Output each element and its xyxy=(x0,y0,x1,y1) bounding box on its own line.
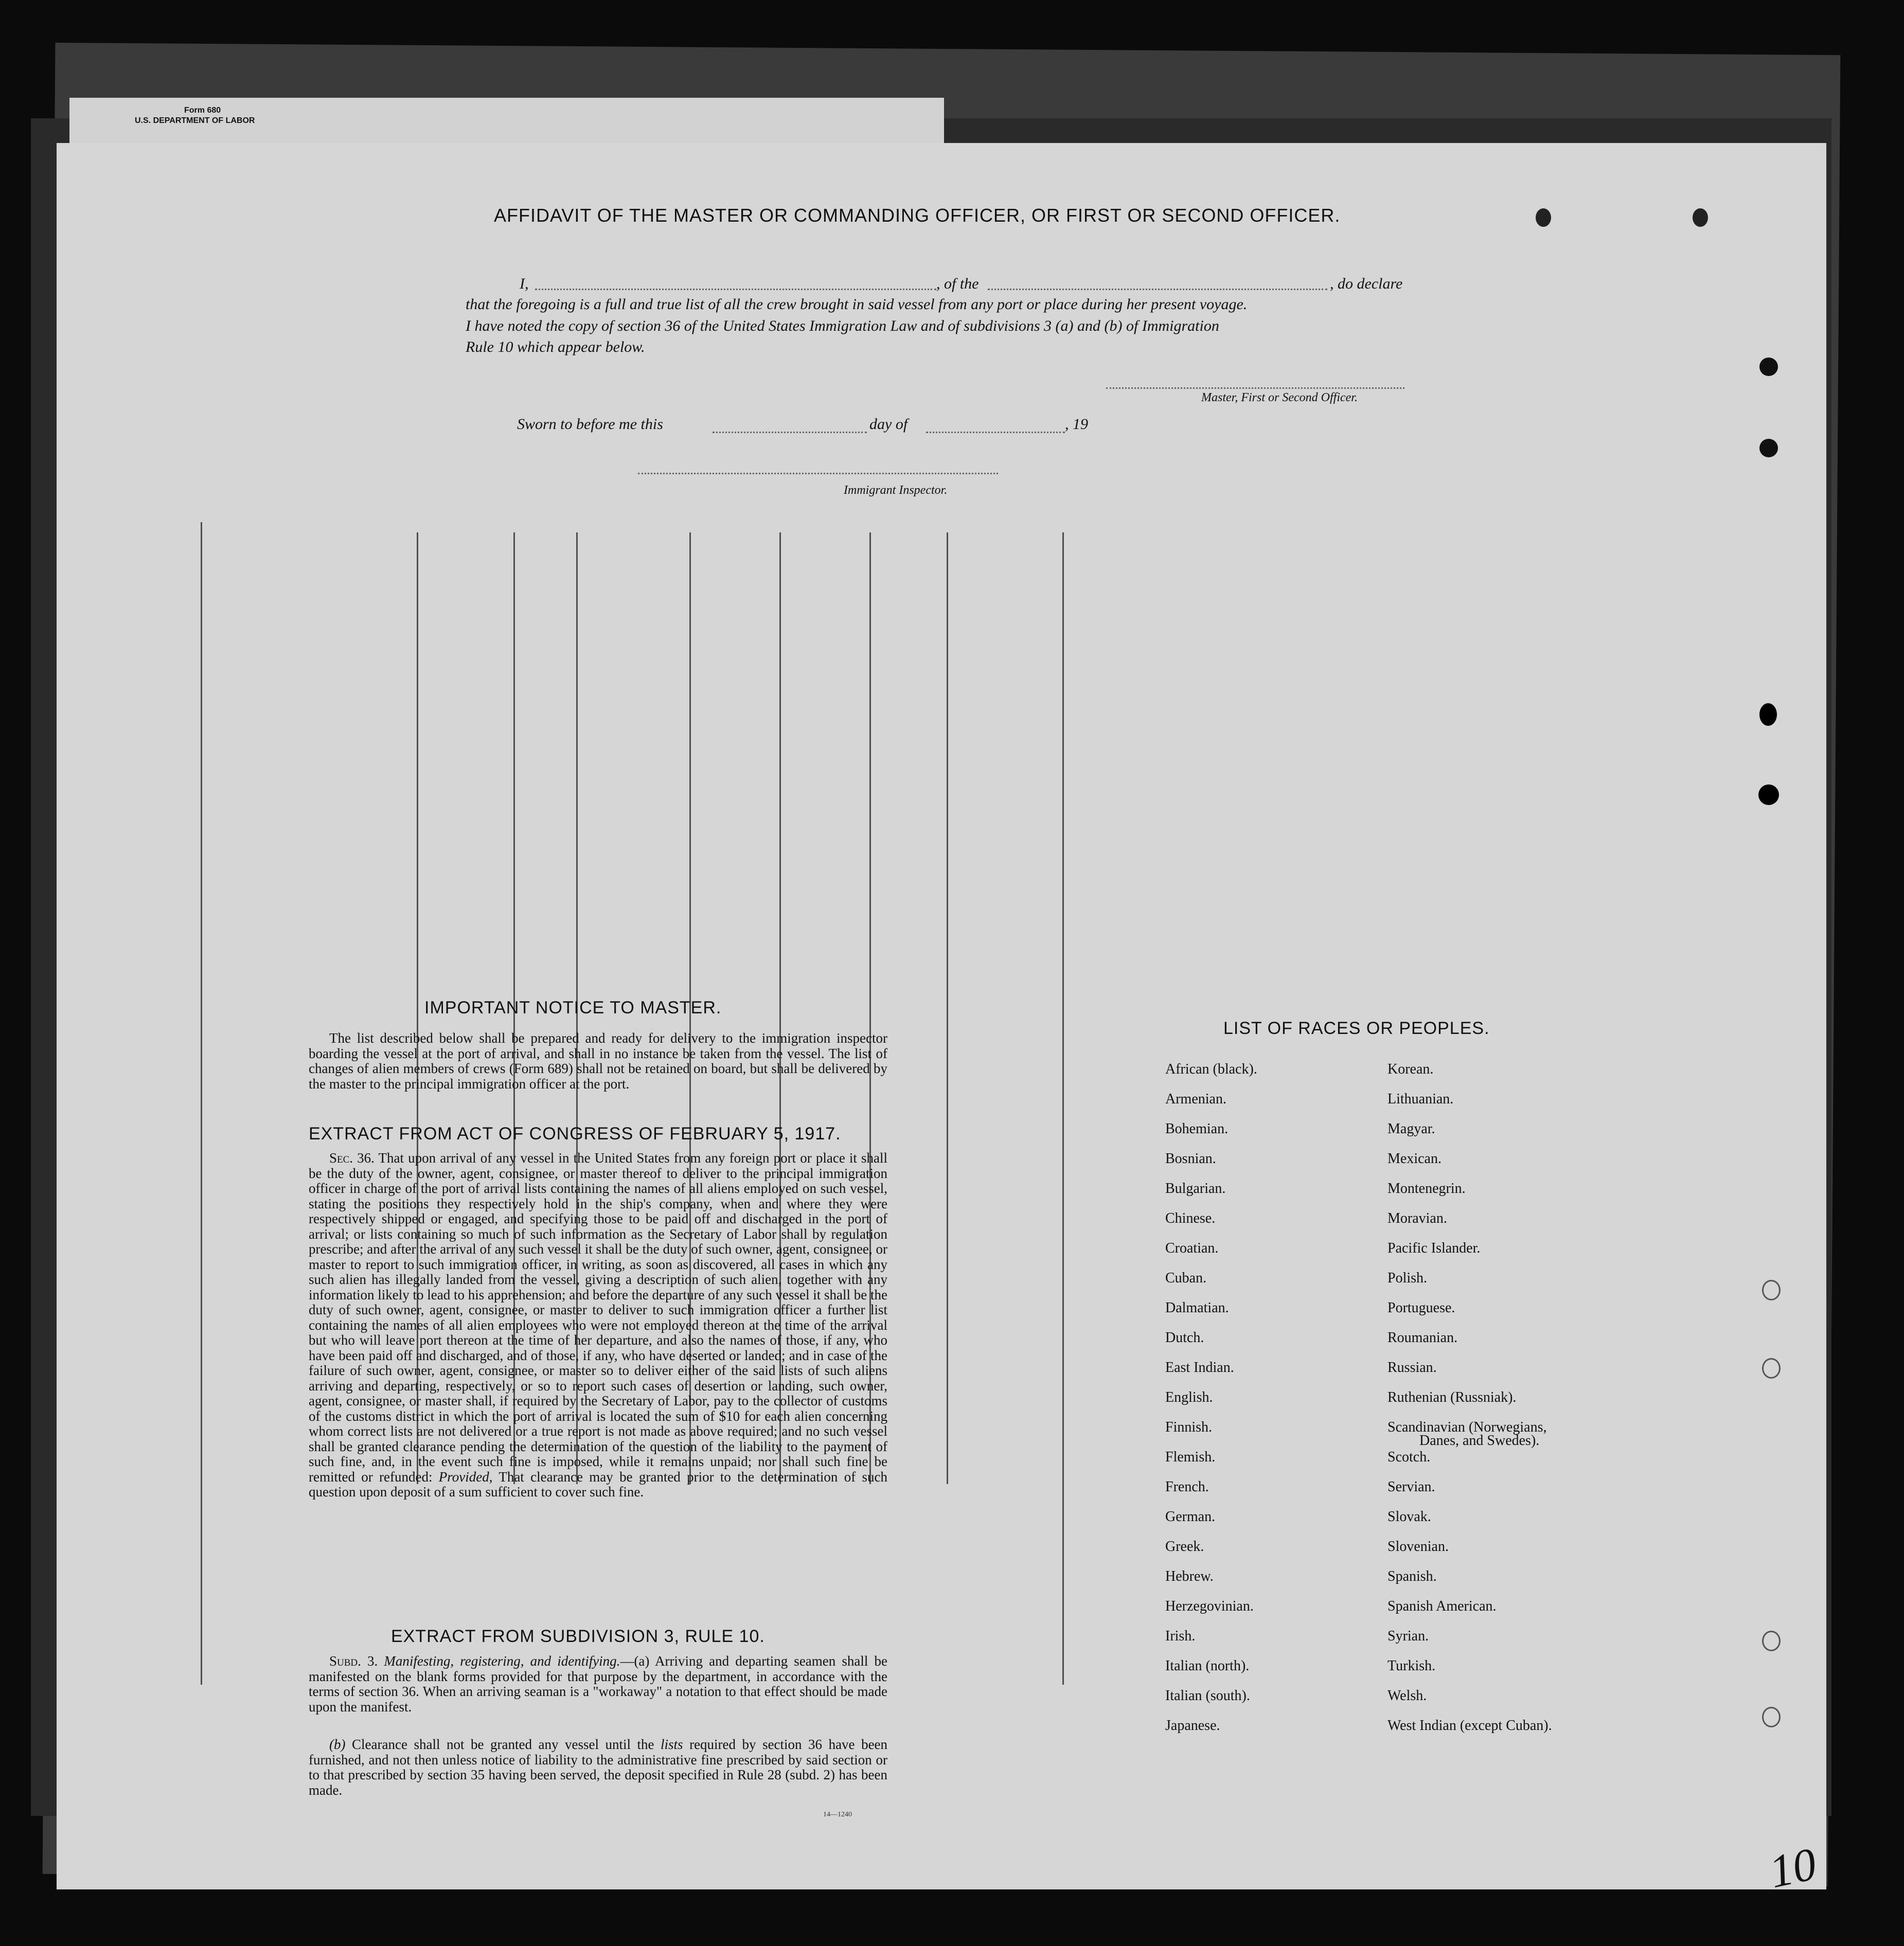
punch-hole xyxy=(1759,358,1778,376)
rule-extract-title: EXTRACT FROM SUBDIVISION 3, RULE 10. xyxy=(391,1627,765,1646)
race-item: Montenegrin. xyxy=(1387,1181,1466,1197)
affidavit-line-2: that the foregoing is a full and true list of all the crew brought in said vessel from any port or place during her present voyage. xyxy=(466,296,1248,313)
race-item: Pacific Islander. xyxy=(1387,1240,1481,1256)
punch-hole xyxy=(1759,703,1777,726)
inspector-signature-line xyxy=(638,472,998,474)
race-item: Slovak. xyxy=(1387,1509,1431,1525)
affidavit-title: AFFIDAVIT OF THE MASTER OR COMMANDING OFFICER, OR FIRST OR SECOND OFFICER. xyxy=(494,205,1341,226)
column-rule xyxy=(947,532,948,1484)
act-extract-title: EXTRACT FROM ACT OF CONGRESS OF FEBRUARY 5, 1917. xyxy=(309,1124,841,1144)
rule-b-label: (b) xyxy=(329,1737,346,1752)
column-rule xyxy=(201,522,202,1685)
race-item: Welsh. xyxy=(1387,1688,1427,1704)
affidavit-i: I, xyxy=(520,275,529,292)
affidavit-line-3: I have noted the copy of section 36 of the United States Immigration Law and of subdivisions 3 (a) and (b) of Immigration xyxy=(466,317,1219,334)
race-item: Syrian. xyxy=(1387,1628,1429,1644)
race-item: Dalmatian. xyxy=(1165,1300,1229,1316)
sworn-year: , 19 xyxy=(1065,416,1088,433)
race-item: Mexican. xyxy=(1387,1151,1442,1167)
race-item: Roumanian. xyxy=(1387,1330,1458,1346)
inspector-caption: Immigrant Inspector. xyxy=(844,484,948,497)
race-item: Servian. xyxy=(1387,1479,1435,1495)
race-item: Polish. xyxy=(1387,1270,1428,1286)
race-item: Spanish American. xyxy=(1387,1598,1497,1614)
race-item: Cuban. xyxy=(1165,1270,1207,1286)
race-item: Flemish. xyxy=(1165,1449,1216,1465)
race-item: Greek. xyxy=(1165,1539,1204,1555)
rule-subd-italic: Manifesting, registering, and identifying. xyxy=(384,1653,620,1669)
race-item: English. xyxy=(1165,1389,1213,1405)
race-item: German. xyxy=(1165,1509,1216,1525)
punch-ring xyxy=(1762,1631,1781,1651)
rule-text-a: —(a) Arriving and departing seamen shall be manifested on the blank forms provided for that purpose by the department, in accordance with the terms of section 36. When an arriving seaman is a "workaway" a notation to that effect should be made upon the manifest. xyxy=(309,1653,887,1715)
act-section-label: Sec. 36. xyxy=(329,1150,375,1166)
sworn-day-line xyxy=(713,431,867,433)
affidavit-line-4: Rule 10 which appear below. xyxy=(466,338,645,355)
race-item: Korean. xyxy=(1387,1061,1434,1077)
race-item: Lithuanian. xyxy=(1387,1091,1454,1107)
race-item: Japanese. xyxy=(1165,1718,1220,1734)
affidavit-declare: , do declare xyxy=(1330,275,1403,292)
race-item: Dutch. xyxy=(1165,1330,1204,1346)
race-item: Scotch. xyxy=(1387,1449,1431,1465)
punch-hole xyxy=(1758,784,1779,805)
races-title: LIST OF RACES OR PEOPLES. xyxy=(1223,1019,1490,1038)
race-item: Croatian. xyxy=(1165,1240,1219,1256)
name-field-line xyxy=(535,288,936,290)
race-item: Slovenian. xyxy=(1387,1539,1449,1555)
sworn-month-line xyxy=(926,431,1065,433)
print-code: 14—1240 xyxy=(823,1811,852,1818)
punch-ring xyxy=(1762,1280,1781,1300)
punch-ring xyxy=(1762,1707,1781,1727)
act-section-body: That upon arrival of any vessel in the United States from any foreign port or place it shall be the duty of the owner, agent, consignee, or master thereof to deliver to the principal immigration officer in charge of the port of arrival lists containing the names of all aliens employed on such vessel, stating the positions they respectively hold in the ship's company, when and where they were respectively shipped or engaged, and specifying those to be paid off and discharged in the port of arrival; or lists containing so much of such information as the Secretary of Labor shall by regulation prescribe; and after the arrival of any such vessel it shall be the duty of such owner, agent, consignee, or master to report to such immigration officer, in writing, as soon as discovered, all cases in which any such alien has illegally landed from the vessel, giving a description of such alien, together with any information likely to lead to his apprehension; and before the departure of any such vessel it shall be the duty of such owner, agent, consignee, or master to deliver to such immigration officer a further list containing the names of all alien employees who were not employed thereon at the time of the arrival but who will leave port thereon at the time of her departure, and also the names of those, if any, who have been paid off and discharged, and of those, if any, who have deserted or landed; and in case of the failure of such owner, agent, consignee, or master so to deliver either of the said lists of such aliens arriving and departing, respectively, or so to report such cases of desertion or landing, such owner, agent, consignee, or master shall, if required by the Secretary of Labor, pay to the collector of customs of the customs district in which the port of arrival is located the sum of $10 for each alien concerning whom correct lists are not delivered or a true report is not made as above required; and no such vessel shall be granted clearance pending the determination of the question of the liability to the payment of such fine, and, in the event such fine is imposed, while it remains unpaid; nor shall such fine be remitted or refunded: xyxy=(309,1150,888,1485)
act-provided: Provided, xyxy=(438,1469,493,1485)
rule-extract-text-a xyxy=(309,1654,887,1715)
form-number: Form 680 xyxy=(184,106,221,115)
race-item: French. xyxy=(1165,1479,1209,1495)
race-item: Hebrew. xyxy=(1165,1568,1214,1584)
handwritten-page-number: 10 xyxy=(1765,1838,1821,1898)
punch-hole xyxy=(1536,208,1551,227)
race-item: Armenian. xyxy=(1165,1091,1226,1107)
affidavit-of-the: , of the xyxy=(936,275,979,292)
race-item-continuation: Danes, and Swedes). xyxy=(1419,1433,1540,1449)
race-item: Bulgarian. xyxy=(1165,1181,1226,1197)
race-item: Irish. xyxy=(1165,1628,1196,1644)
act-extract-text xyxy=(309,1151,887,1500)
race-item: Portuguese. xyxy=(1387,1300,1455,1316)
notice-text: The list described below shall be prepared and ready for delivery to the immigration inspector boarding the vessel at the port of arrival, and shall in no instance be taken from the vessel. The list of changes of alien members of crews (Form 689) shall not be retained on board, but shall be delivered by the master to the principal immigration officer at the port. xyxy=(309,1030,887,1092)
race-item: Bohemian. xyxy=(1165,1121,1229,1137)
rule-subd-label: Subd. 3. xyxy=(329,1653,378,1669)
column-rule xyxy=(1062,532,1064,1685)
race-item: Bosnian. xyxy=(1165,1151,1216,1167)
sworn-day-of: day of xyxy=(869,416,908,433)
rule-b-lists: lists xyxy=(661,1737,683,1752)
race-item: Turkish. xyxy=(1387,1658,1436,1674)
race-item: Magyar. xyxy=(1387,1121,1435,1137)
race-item: Spanish. xyxy=(1387,1568,1437,1584)
race-item: Italian (north). xyxy=(1165,1658,1250,1674)
department-name: U.S. DEPARTMENT OF LABOR xyxy=(135,116,255,125)
race-item: Ruthenian (Russniak). xyxy=(1387,1389,1517,1405)
race-item: Herzegovinian. xyxy=(1165,1598,1254,1614)
signature-line xyxy=(1106,387,1404,389)
vessel-field-line xyxy=(988,288,1327,290)
rule-b-text-1: Clearance shall not be granted any vessel until the xyxy=(352,1737,654,1752)
notice-title: IMPORTANT NOTICE TO MASTER. xyxy=(424,998,722,1017)
race-item: Scandinavian (Norwegians, xyxy=(1387,1419,1547,1435)
race-item: Italian (south). xyxy=(1165,1688,1250,1704)
race-item: Finnish. xyxy=(1165,1419,1213,1435)
signature-caption: Master, First or Second Officer. xyxy=(1201,391,1358,404)
race-item: Chinese. xyxy=(1165,1210,1216,1226)
manifest-page xyxy=(57,143,1826,1889)
act-section-end: That clearance may be granted prior to the determination of such question upon deposit of a sum sufficient to cover such fine. xyxy=(309,1469,887,1499)
punch-ring xyxy=(1762,1358,1781,1379)
sworn-prefix: Sworn to before me this xyxy=(517,416,663,433)
race-item: Russian. xyxy=(1387,1360,1437,1376)
punch-hole xyxy=(1759,439,1778,457)
race-item: Moravian. xyxy=(1387,1210,1447,1226)
punch-hole xyxy=(1693,208,1708,227)
form-header xyxy=(135,105,255,126)
race-item: East Indian. xyxy=(1165,1360,1234,1376)
race-item: African (black). xyxy=(1165,1061,1257,1077)
rule-extract-text-b xyxy=(309,1737,887,1798)
race-item: West Indian (except Cuban). xyxy=(1387,1718,1552,1734)
rule-b-text-2: required by section 36 have been furnished, and not then unless notice of liability to the administrative fine prescribed by said section or to that prescribed by section 35 having been served, the deposit specified in Rule 28 (subd. 2) has been made. xyxy=(309,1737,888,1798)
